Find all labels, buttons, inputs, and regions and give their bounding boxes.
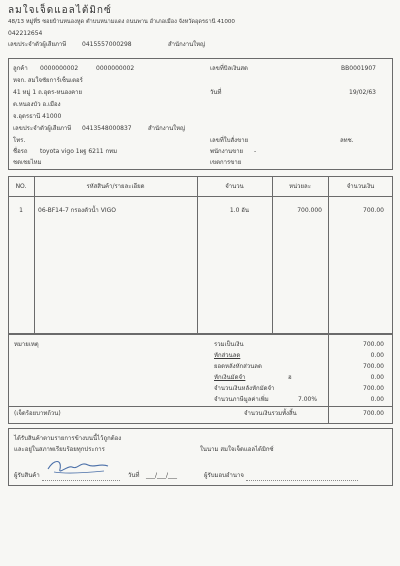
company-address: 48/13 หมู่ที่5 ซอยบ้านหนองหูด ตำบนหนามแดง ถนนพาน อำเภอเมือง จังหวัดอุดรธานี 41000 [8, 19, 235, 25]
customer-address-3: จ.อุดรธานี 41000 [13, 113, 62, 120]
receive-date-label: วันที่ [128, 472, 140, 479]
summary-value-vat: 0.00 [370, 396, 384, 403]
receiver-label: ผู้รับสินค้า [14, 472, 40, 479]
customer-tax-id: 0413548000837 [82, 125, 132, 132]
col-header-qty: จำนวน [225, 183, 244, 190]
summary-extra-deposit: ฮ [288, 374, 292, 381]
company-phone: 042212654 [8, 30, 43, 37]
col-header-item: รหัสสินค้า/รายละเอียด [86, 183, 145, 190]
doc-no: BB0001907 [341, 65, 376, 72]
row-amount: 700.00 [363, 207, 384, 214]
company-branch: สำนักงานใหญ่ [168, 41, 206, 48]
customer-address-2: ต.หนองบัว อ.เมือง [13, 101, 61, 108]
customer-code: 0000000002 [40, 65, 79, 72]
received-text-2: และอยู่ในสภาพเรียบร้อยทุกประการ [14, 446, 105, 453]
sales-value: - [254, 148, 257, 155]
receive-date-value: ___/___/___ [146, 472, 178, 479]
items-table [8, 176, 393, 334]
summary-value-discount: 0.00 [370, 352, 384, 359]
customer-branch: สำนักงานใหญ่ [148, 125, 186, 132]
customer-address-1: 41 หมู่ 1 ถ.อุดร-หนองคาย [13, 89, 82, 96]
customer-code-2: 0000000002 [96, 65, 135, 72]
car-label: ชื่อรถ [13, 148, 28, 155]
row-no: 1 [19, 207, 23, 214]
summary-label-discount: หักส่วนลด [214, 352, 241, 359]
summary-label-vat: จำนวนภาษีมูลค่าเพิ่ม [214, 396, 269, 403]
amount-in-words: (เจ็ดร้อยบาทถ้วน) [14, 410, 61, 417]
receiver-signature [44, 455, 114, 477]
summary-label-after-discount: ยอดหลังหักส่วนลด [214, 363, 262, 370]
row-qty: 1.0 อัน [229, 207, 249, 214]
doc-date-label: วันที่ [210, 89, 222, 96]
company-tax-id: 0415557000298 [82, 41, 132, 48]
company-name: ลมใจเจ็ดแอลไต้มิกซ์ [8, 5, 112, 16]
summary-label-deposit: หักเงินมัดจำ [214, 374, 246, 381]
summary-value-after-discount: 700.00 [363, 363, 384, 370]
summary-extra-vat: 7.00% [298, 396, 318, 403]
customer-name: หจก. สมใจชัยการ์เซ็นเตอร์ [13, 77, 83, 84]
on-behalf-text: ในนาม สมใจเจ็ดแอลไต้มิกซ์ [200, 446, 274, 453]
summary-label-after-deposit: จำนวนเงินหลังหักมัดจำ [214, 385, 275, 392]
doc-no-label: เลขที่บิลเงินสด [210, 65, 248, 72]
doc-tax-label: ลทช. [340, 137, 354, 144]
credit-label: เขตการขาย [210, 159, 242, 166]
received-text-1: ได้รับสินค้าตามรายการข้างบนนี้ไว้ถูกต้อง [14, 435, 122, 442]
row-price: 700.000 [297, 207, 322, 214]
summary-label-total: จำนวนเงินรวมทั้งสิ้น [244, 410, 297, 417]
col-header-amount: จำนวนเงิน [346, 183, 375, 190]
note-label: หมายเหตุ [14, 341, 39, 348]
company-tax-label: เลขประจำตัวผู้เสียภาษี [8, 41, 67, 48]
summary-value-after-deposit: 700.00 [363, 385, 384, 392]
authorized-label: ผู้รับมอบอำนาจ [204, 472, 244, 479]
customer-tel-label: โทร. [13, 137, 26, 144]
mileage-label: ชดเชยไหม [13, 159, 42, 166]
doc-date: 19/02/63 [349, 89, 376, 96]
col-header-no: NO. [15, 183, 27, 190]
summary-value-total: 700.00 [363, 410, 384, 417]
summary-label-subtotal: รวมเป็นเงิน [214, 341, 244, 348]
seller-no-label: เลขที่ใบสั่งขาย [210, 137, 249, 144]
row-item: 06-BF14-7 กรองตัวน้ำ VIGO [38, 207, 116, 214]
summary-value-subtotal: 700.00 [363, 341, 384, 348]
summary-value-deposit: 0.00 [370, 374, 384, 381]
customer-code-label: ลูกค้า [13, 65, 28, 72]
car-value: toyota vigo 1ผฐ 6211 กทม [40, 148, 118, 155]
customer-tax-label: เลขประจำตัวผู้เสียภาษี [13, 125, 72, 132]
col-header-price: หน่วยละ [289, 183, 311, 190]
sales-label: พนักงานขาย [210, 148, 244, 155]
